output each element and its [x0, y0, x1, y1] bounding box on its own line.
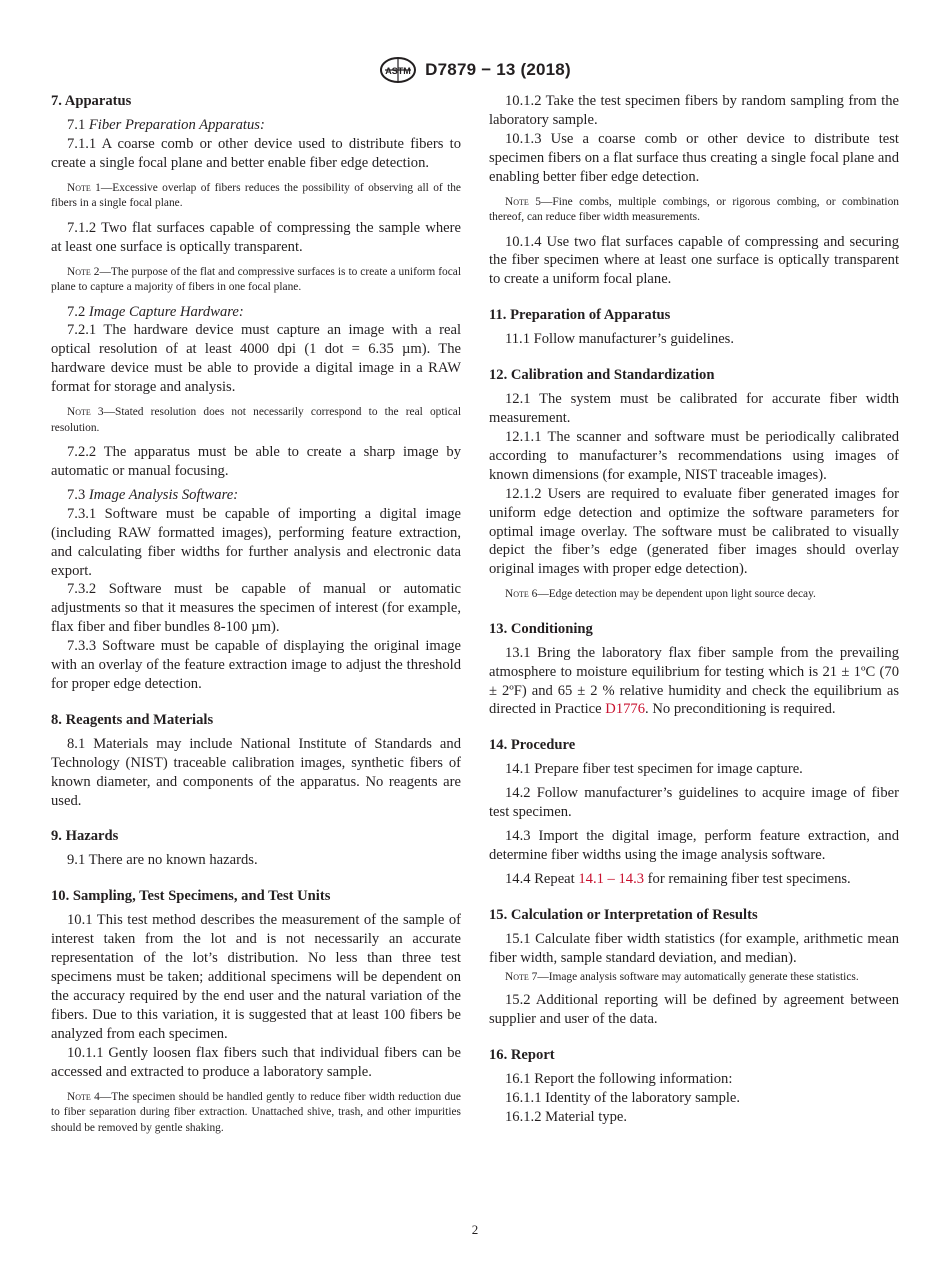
section-10-heading: 10. Sampling, Test Specimens, and Test Units	[51, 888, 331, 905]
right-column	[489, 92, 899, 1127]
para-7-2-2: 7.2.2 The apparatus must be able to create a sharp image by automatic or manual focusing.	[51, 444, 461, 479]
para-11-1: 11.1 Follow manufacturer’s guidelines.	[505, 331, 734, 348]
section-16-heading: 16. Report	[489, 1046, 555, 1063]
section-11-heading: 11. Preparation of Apparatus	[489, 307, 671, 324]
para-14-2: 14.2 Follow manufacturer’s guidelines to acquire image of fiber test specimen.	[489, 785, 899, 821]
para-7-2-1: 7.2.1 The hardware device must capture an image with a real optical resolution of at least 4000 dpi (1 dot = 6.35 µm). The hardware device must be able to provide a digital image in a RAW format for storage and analysis.	[51, 322, 461, 396]
d1776-link[interactable]: D1776	[605, 701, 646, 718]
section-12-heading: 12. Calibration and Standardization	[489, 367, 715, 384]
para-13-1: 13.1 Bring the laboratory flax fiber sample from the prevailing atmosphere to moisture equilibrium for testing which is 21 ± 1ºC (70 ± 2ºF) and 65 ± 2 % relative humidity and check the equilibrium as directed in Practice D1776. No preconditioning is required.	[489, 644, 899, 718]
page-header	[0, 56, 950, 84]
para-10-1: 10.1 This test method describes the measurement of the sample of interest taken from the lot and is not necessarily an accurate representation of the lot’s distribution. No less than three test specimens must be taken; additional specimens will be dependent on the accuracy required by the end user and the natural variation of the fibers. Due to this variation, it is suggested that at least 100 fibers be analyzed from each specimen.	[51, 912, 461, 1042]
para-14-1: 14.1 Prepare fiber test specimen for image capture.	[505, 761, 803, 778]
para-7-1: 7.1 Fiber Preparation Apparatus:	[67, 117, 265, 133]
para-7-3-2: 7.3.2 Software must be capable of manual or automatic adjustments so that it measures the specimen of interest (for example, flax fiber and fiber bundles 8-100 µm).	[51, 581, 461, 636]
note-7: Note 7—Image analysis software may automatically generate these statistics.	[505, 970, 859, 983]
para-7-1-1: 7.1.1 A coarse comb or other device used to distribute fibers to create a single focal plane and better enable fiber edge detection.	[51, 135, 461, 171]
note-4: Note 4—The specimen should be handled gently to reduce fiber width reduction due to fiber separation during fiber extraction. Unattached shive, trash, and other impurities should be removed by gentle shaking.	[51, 1090, 461, 1134]
para-10-1-2: 10.1.2 Take the test specimen fibers by random sampling from the laboratory sample.	[489, 93, 899, 128]
para-15-1: 15.1 Calculate fiber width statistics (for example, arithmetic mean fiber width, sample standard deviation, and median).	[489, 930, 899, 966]
para-7-1-2: 7.1.2 Two flat surfaces capable of compressing the sample where at least one surface is optically transparent.	[51, 219, 461, 255]
section-9-heading: 9. Hazards	[51, 828, 119, 845]
note-3: Note 3—Stated resolution does not necessarily correspond to the real optical resolution.	[51, 406, 461, 434]
para-16-1: 16.1 Report the following information:	[505, 1070, 733, 1087]
section-7-heading: 7. Apparatus	[51, 93, 132, 109]
note-6: Note 6—Edge detection may be dependent upon light source decay.	[505, 588, 816, 601]
para-15-2: 15.2 Additional reporting will be defined by agreement between supplier and user of the data.	[489, 992, 899, 1027]
para-7-3: 7.3 Image Analysis Software:	[67, 486, 239, 503]
section-14-1-14-3-link[interactable]: 14.1 – 14.3	[578, 870, 645, 887]
para-8-1: 8.1 Materials may include National Institute of Standards and Technology (NIST) traceable calibration images, synthetic fibers of known diameter, and components of the apparatus. No reagents are used.	[51, 735, 461, 809]
note-2: Note 2—The purpose of the flat and compressive surfaces is to create a uniform focal plane to capture a majority of fibers in one focal plane.	[51, 265, 461, 294]
para-12-1: 12.1 The system must be calibrated for accurate fiber width measurement.	[489, 391, 899, 427]
para-12-1-2: 12.1.2 Users are required to evaluate fiber generated images for uniform edge detection and optimize the software parameters for optimal image overlay. The software must be calibrated to visually depict the fiber’s edge (generated fiber images should overlay original images with proper edge detection).	[489, 485, 899, 578]
section-14-heading: 14. Procedure	[489, 737, 576, 754]
para-14-4: 14.4 Repeat 14.1 – 14.3 for remaining fiber test specimens.	[505, 870, 851, 887]
note-1: Note 1—Excessive overlap of fibers reduces the possibility of observing all of the fibers in a single focal plane.	[51, 181, 461, 210]
left-column	[51, 92, 461, 1143]
para-7-2: 7.2 Image Capture Hardware:	[67, 303, 244, 320]
section-13-heading: 13. Conditioning	[489, 620, 593, 637]
para-10-1-4: 10.1.4 Use two flat surfaces capable of compressing and securing the fiber specimen where at least one surface is optically transparent to create a uniform focal plane.	[489, 233, 899, 288]
para-7-3-3: 7.3.3 Software must be capable of displaying the original image with an overlay of the feature extraction image to adjust the threshold for proper edge detection.	[51, 638, 461, 692]
section-15-heading: 15. Calculation or Interpretation of Results	[489, 906, 758, 923]
section-8-heading: 8. Reagents and Materials	[51, 711, 214, 728]
page-number: 2	[471, 1222, 479, 1237]
para-12-1-1: 12.1.1 The scanner and software must be periodically calibrated according to manufacturer’s recommendations using images of known dimensions (for example, NIST traceable images).	[489, 428, 899, 483]
svg-text:ASTM: ASTM	[385, 66, 411, 76]
para-10-1-1: 10.1.1 Gently loosen flax fibers such that individual fibers can be accessed and extracted to produce a laboratory sample.	[51, 1044, 461, 1080]
para-16-1-1: 16.1.1 Identity of the laboratory sample.	[505, 1089, 741, 1106]
para-16-1-2: 16.1.2 Material type.	[505, 1108, 627, 1125]
document-id: D7879 − 13 (2018)	[425, 60, 571, 79]
note-5: Note 5—Fine combs, multiple combings, or rigorous combing, or combination thereof, can reduce fiber width measurements.	[489, 195, 899, 224]
para-7-3-1: 7.3.1 Software must be capable of importing a digital image (including RAW formatted images), performing feature extraction, and calculating fiber widths for further analysis and electronic data export.	[51, 505, 461, 579]
para-14-3: 14.3 Import the digital image, perform feature extraction, and determine fiber widths using the image analysis software.	[489, 828, 899, 863]
astm-logo	[379, 57, 417, 83]
para-9-1: 9.1 There are no known hazards.	[67, 852, 258, 869]
para-10-1-3: 10.1.3 Use a coarse comb or other device to distribute test specimen fibers on a flat surface thus creating a single focal plane and enabling better fiber edge detection.	[489, 130, 899, 185]
